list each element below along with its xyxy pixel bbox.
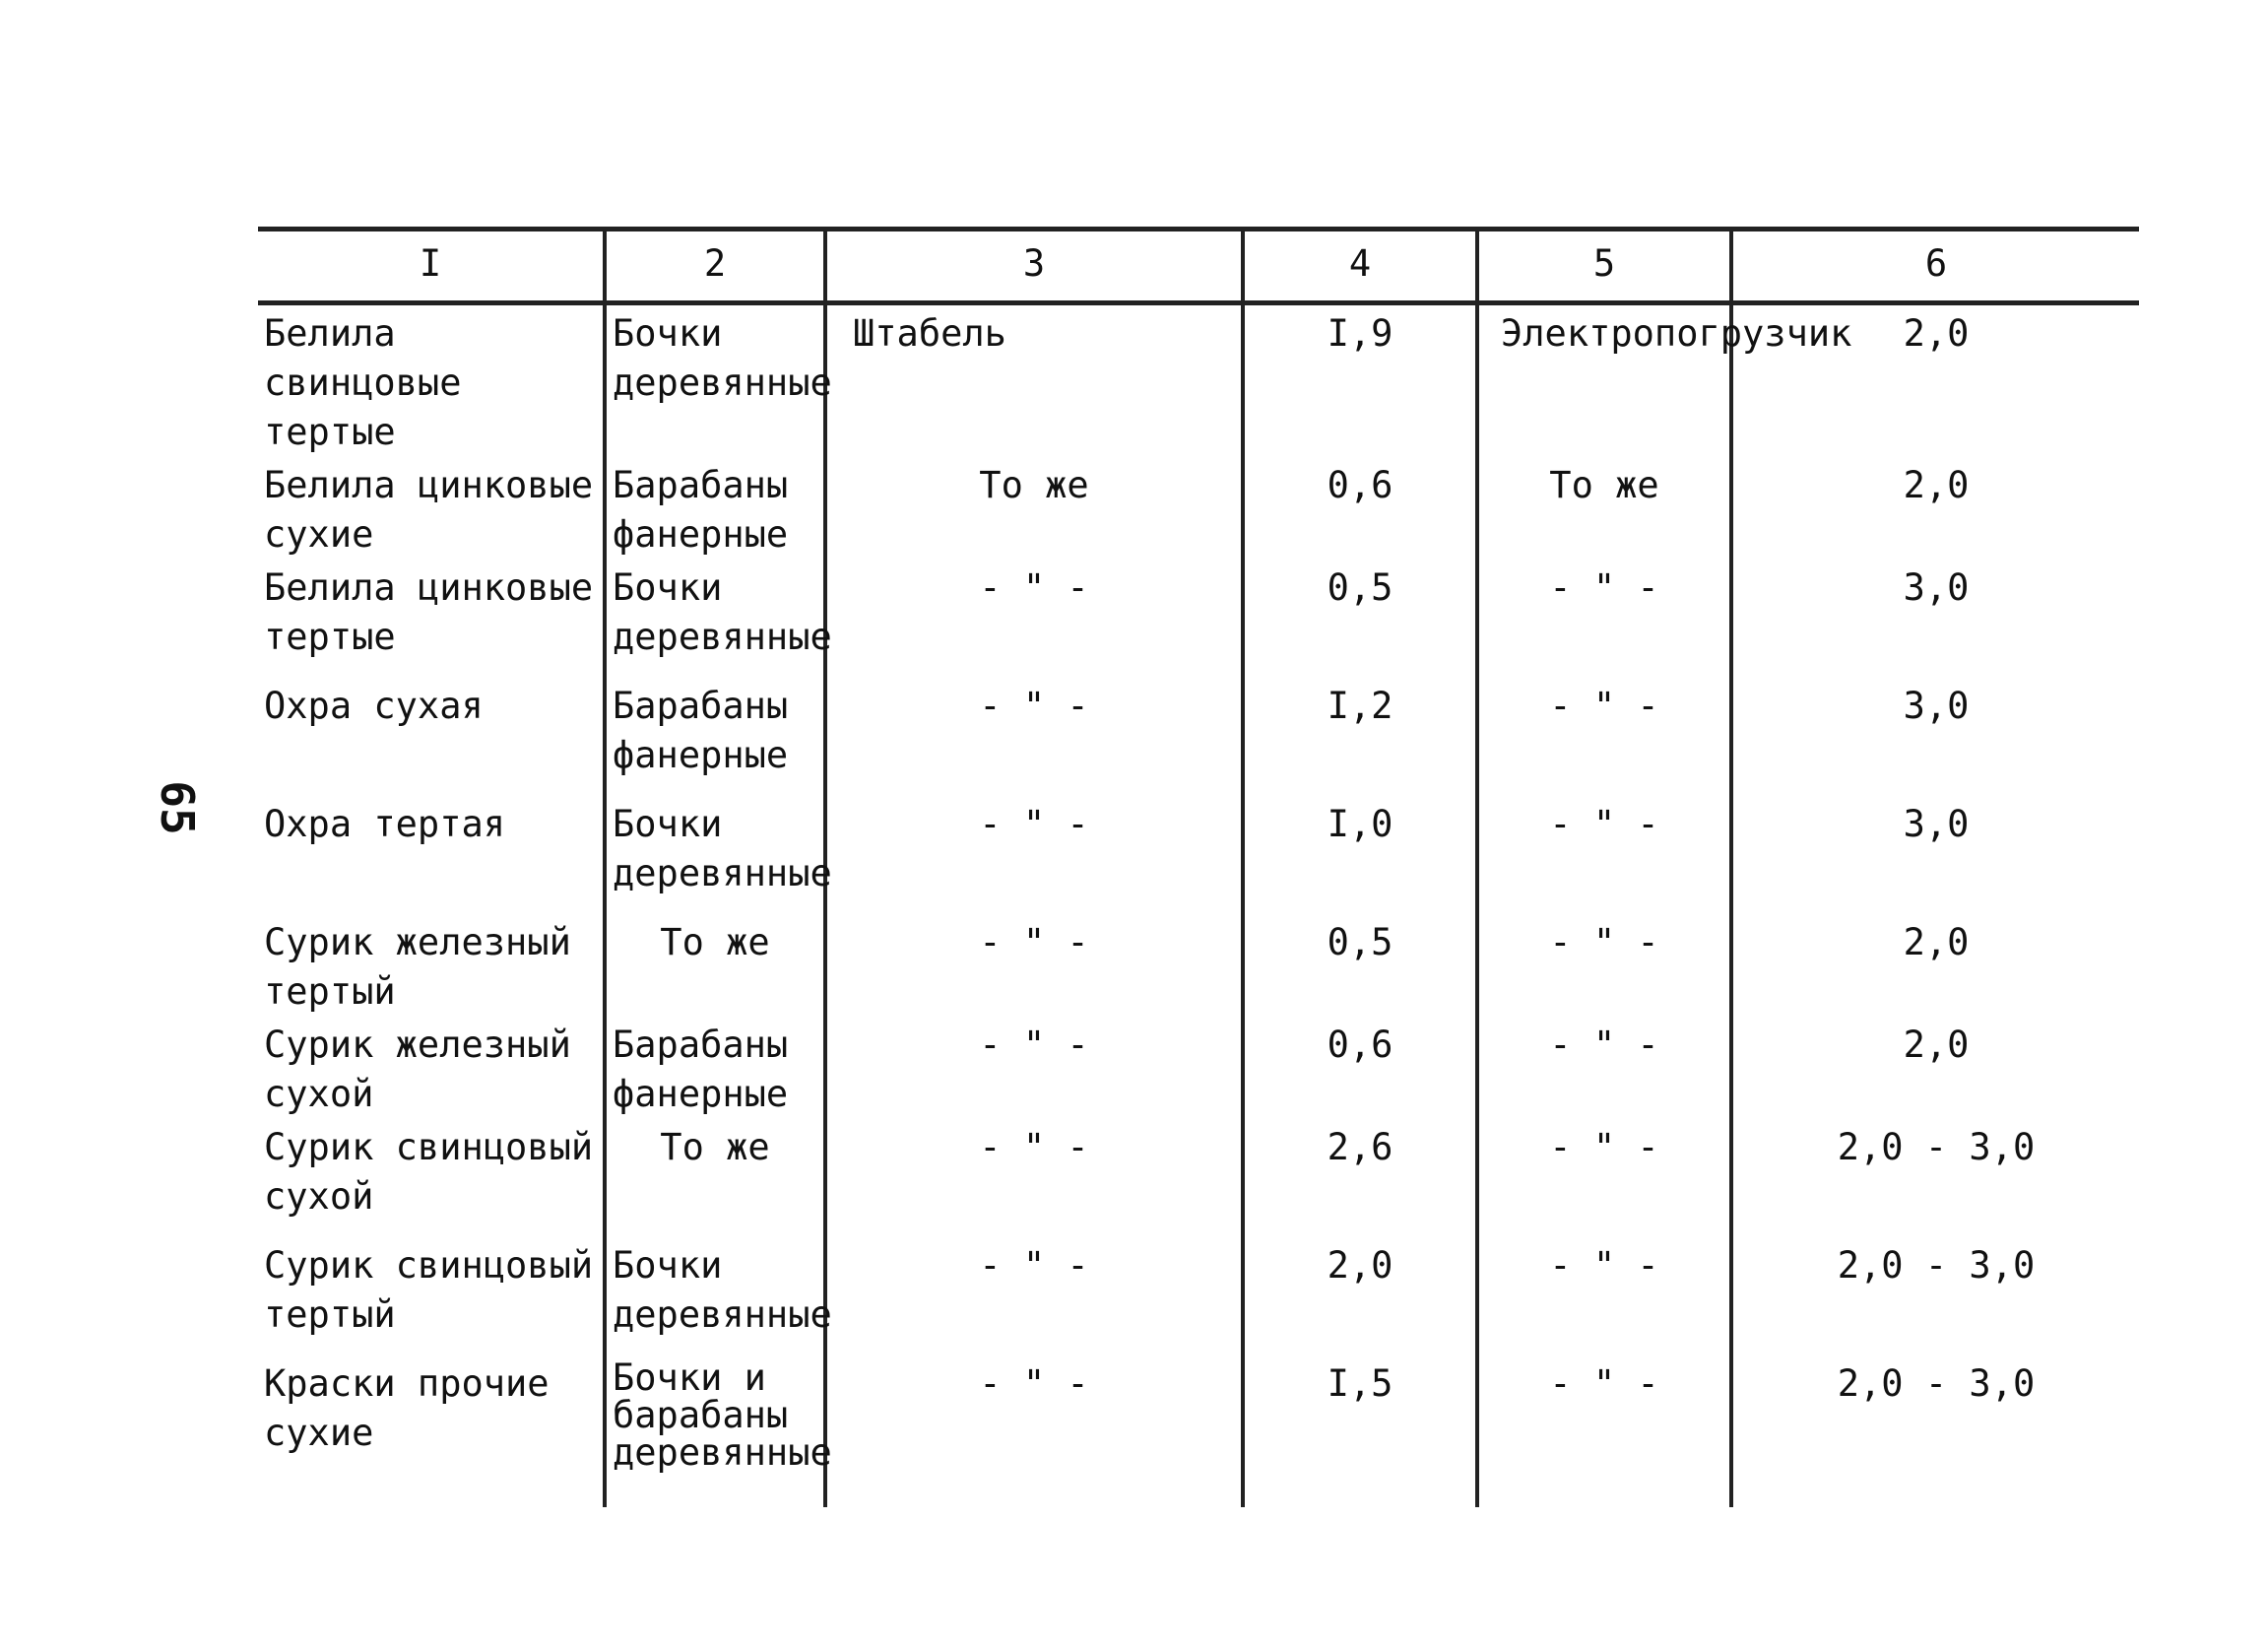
value4-cell: I,2 <box>1243 678 1477 796</box>
material-cell: Сурик свинцовый сухой <box>264 1126 594 1218</box>
value6-cell: 3,0 <box>1731 796 2139 914</box>
page-number: 65 <box>151 780 204 835</box>
storage-cell: - " - <box>825 1119 1243 1237</box>
equipment-cell: - " - <box>1477 914 1731 1017</box>
value6-cell: 2,0 - 3,0 <box>1731 1237 2139 1355</box>
equipment-cell: - " - <box>1477 1237 1731 1355</box>
packaging-cell: Бочки и барабаны деревянные <box>605 1355 825 1507</box>
storage-cell: - " - <box>825 1017 1243 1119</box>
value4-cell: I,0 <box>1243 796 1477 914</box>
table-row <box>258 796 2139 914</box>
table-row <box>258 1355 2139 1507</box>
header-row <box>258 230 2139 303</box>
table-row <box>258 457 2139 560</box>
equipment-cell: - " - <box>1477 796 1731 914</box>
storage-cell: - " - <box>825 1237 1243 1355</box>
storage-cell: - " - <box>825 1355 1243 1507</box>
column-header-6: 6 <box>1731 230 2139 303</box>
column-header-2: 2 <box>605 230 825 303</box>
column-header-1: I <box>258 230 605 303</box>
material-cell: Охра сухая <box>264 685 484 727</box>
material-cell: Белила цинковые сухие <box>264 464 594 556</box>
value4-cell: 0,6 <box>1243 1017 1477 1119</box>
storage-cell: - " - <box>825 678 1243 796</box>
storage-cell: - " - <box>825 914 1243 1017</box>
value4-cell: 2,0 <box>1243 1237 1477 1355</box>
value6-cell: 2,0 <box>1731 1017 2139 1119</box>
column-header-3: 3 <box>825 230 1243 303</box>
packaging-cell: Барабаны фанерные <box>605 457 825 560</box>
value4-cell: 0,6 <box>1243 457 1477 560</box>
equipment-cell: - " - <box>1477 1355 1731 1507</box>
material-cell: Белила свинцовые тертые <box>264 312 462 453</box>
table-row <box>258 1119 2139 1237</box>
storage-cell: То же <box>825 457 1243 560</box>
packaging-cell: Бочки деревянные <box>605 796 825 914</box>
value6-cell: 2,0 <box>1731 914 2139 1017</box>
value4-cell: I,5 <box>1243 1355 1477 1507</box>
material-cell: Сурик железный сухой <box>264 1024 571 1115</box>
material-cell: Сурик свинцовый тертый <box>264 1244 594 1336</box>
packaging-cell: То же <box>605 914 825 1017</box>
value4-cell: 0,5 <box>1243 914 1477 1017</box>
material-cell: Сурик железный тертый <box>264 921 571 1013</box>
value6-cell: 2,0 - 3,0 <box>1731 1355 2139 1507</box>
packaging-cell: То же <box>605 1119 825 1237</box>
column-header-5: 5 <box>1477 230 1731 303</box>
packaging-cell: Барабаны фанерные <box>605 1017 825 1119</box>
equipment-cell: Электропогрузчик <box>1477 303 1731 458</box>
storage-cell: - " - <box>825 796 1243 914</box>
table-row <box>258 1237 2139 1355</box>
table-row <box>258 1017 2139 1119</box>
value4-cell: 2,6 <box>1243 1119 1477 1237</box>
value4-cell: 0,5 <box>1243 560 1477 678</box>
equipment-cell: - " - <box>1477 1119 1731 1237</box>
materials-table <box>258 227 2139 1507</box>
material-cell: Краски прочие сухие <box>264 1362 550 1454</box>
value4-cell: I,9 <box>1243 303 1477 458</box>
value6-cell: 3,0 <box>1731 678 2139 796</box>
value6-cell: 2,0 - 3,0 <box>1731 1119 2139 1237</box>
table-row <box>258 560 2139 678</box>
packaging-cell: Бочки деревянные <box>605 1237 825 1355</box>
table-row <box>258 303 2139 458</box>
table-row <box>258 914 2139 1017</box>
packaging-cell: Бочки деревянные <box>605 303 825 458</box>
equipment-cell: - " - <box>1477 1017 1731 1119</box>
material-cell: Белила цинковые тертые <box>264 566 594 658</box>
column-header-4: 4 <box>1243 230 1477 303</box>
value6-cell: 2,0 <box>1731 303 2139 458</box>
equipment-cell: - " - <box>1477 678 1731 796</box>
table-row <box>258 678 2139 796</box>
packaging-cell: Барабаны фанерные <box>605 678 825 796</box>
equipment-cell: То же <box>1477 457 1731 560</box>
storage-cell: Штабель <box>825 303 1243 458</box>
packaging-cell: Бочки деревянные <box>605 560 825 678</box>
material-cell: Охра тертая <box>264 803 506 845</box>
storage-cell: - " - <box>825 560 1243 678</box>
value6-cell: 2,0 <box>1731 457 2139 560</box>
value6-cell: 3,0 <box>1731 560 2139 678</box>
equipment-cell: - " - <box>1477 560 1731 678</box>
